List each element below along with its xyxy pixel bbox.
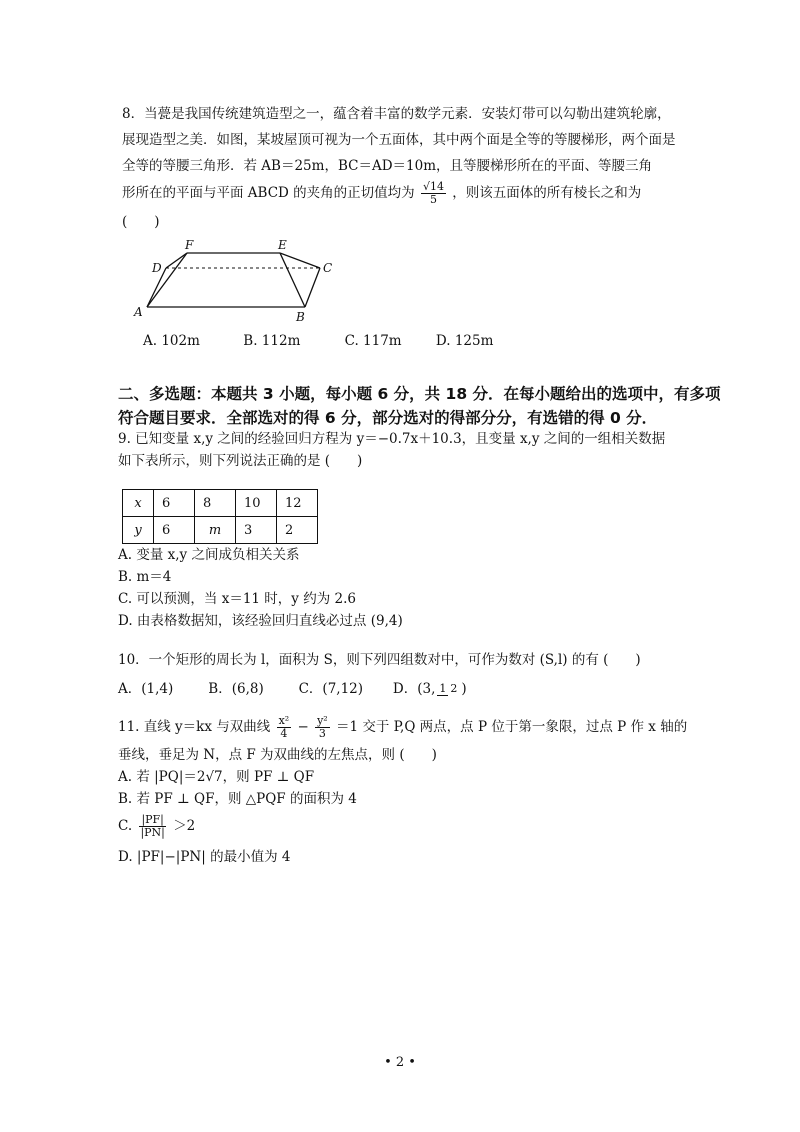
q8-option-b: B. 112m — [243, 333, 301, 349]
q11-option-d: D. |PF|−|PN| 的最小值为 4 — [118, 849, 291, 865]
table-cell: y — [123, 517, 154, 544]
page-number: • 2 • — [384, 1055, 416, 1070]
q10-option-b: B．(6,8) — [208, 681, 264, 697]
q9-option-a: A. 变量 x,y 之间成负相关关系 — [118, 547, 300, 563]
q11-option-c-numerator: |PF| — [141, 813, 164, 826]
q11-fraction-x — [277, 715, 292, 740]
label-A: A — [134, 305, 143, 319]
table-row — [123, 517, 318, 544]
q8-option-c: C. 117m — [344, 333, 402, 349]
q10-option-d — [393, 679, 467, 699]
table-cell: 8 — [195, 490, 236, 517]
q9-line-1: 9. 已知变量 x,y 之间的经验回归方程为 y＝−0.7x＋10.3，且变量 x,y 之间的一组相关数据 — [118, 431, 666, 447]
table-cell: x — [123, 490, 154, 517]
q10-option-a: A．(1,4) — [118, 681, 174, 697]
label-C: C — [323, 261, 333, 275]
section-2-heading-line-1: 二、多选题：本题共 3 小题，每小题 6 分，共 18 分．在每小题给出的选项中，有多项 — [118, 385, 721, 403]
q11-fraction-x-numerator: x² — [278, 714, 290, 727]
q8-option-a: A. 102m — [143, 333, 200, 349]
q11-fraction-x-denominator: 4 — [280, 727, 288, 740]
q11-line-1 — [118, 715, 687, 740]
q11-option-c-fraction — [138, 814, 166, 839]
q11-line-1-text-a: 11. 直线 y＝kx 与双曲线 — [118, 719, 271, 735]
q11-fraction-y-denominator: 3 — [318, 727, 326, 740]
q11-option-c-denominator: |PN| — [140, 826, 165, 839]
q9-option-b: B. m＝4 — [118, 569, 172, 585]
q8-line-2: 展现造型之美．如图，某坡屋顶可视为一个五面体，其中两个面是全等的等腰梯形，两个面是 — [122, 132, 676, 148]
q10-fraction-denominator: 2 — [450, 682, 458, 695]
q11-option-b: B. 若 PF ⊥ QF，则 △PQF 的面积为 4 — [118, 791, 357, 807]
q11-fraction-y-numerator: y² — [317, 714, 328, 727]
q10-options — [118, 679, 467, 699]
q10-fraction-numerator: 1 — [439, 682, 447, 695]
q8-line-3: 全等的等腰三角形．若 AB＝25m，BC＝AD＝10m，且等腰梯形所在的平面、等腰三角 — [122, 158, 652, 174]
q10-option-d-fraction — [437, 683, 459, 696]
q11-fraction-y — [315, 715, 330, 740]
table-cell: 6 — [154, 517, 195, 544]
q11-option-c — [118, 814, 195, 839]
label-E: E — [278, 238, 287, 252]
q11-minus-sign: − — [297, 719, 309, 735]
q9-line-2: 如下表所示，则下列说法正确的是 ( ) — [118, 453, 363, 469]
table-cell: 6 — [154, 490, 195, 517]
q8-pentahedron-figure — [130, 236, 350, 324]
q8-answer-paren: ( ) — [122, 214, 160, 230]
q8-options — [143, 331, 493, 351]
q8-fraction-denominator: 5 — [429, 193, 437, 206]
q10-option-c: C．(7,12) — [298, 681, 364, 697]
table-cell: 3 — [236, 517, 277, 544]
q8-line-1: 8．当甍是我国传统建筑造型之一，蕴含着丰富的数学元素．安装灯带可以勾勒出建筑轮廓， — [122, 106, 671, 122]
q8-line-4-text-a: 形所在的平面与平面 ABCD 的夹角的正切值均为 — [122, 185, 415, 201]
q8-fraction-numerator: √14 — [422, 180, 444, 193]
table-cell: 2 — [277, 517, 318, 544]
section-2-heading-line-2: 符合题目要求．全部选对的得 6 分，部分选对的得部分分，有选错的得 0 分． — [118, 409, 658, 427]
q10-option-d-text-a: D．(3, — [392, 681, 436, 697]
table-row — [123, 490, 318, 517]
q11-option-c-tail: ＞2 — [173, 818, 196, 834]
label-F: F — [185, 238, 194, 252]
label-D: D — [152, 261, 162, 275]
q11-line-1-text-b: ＝1 交于 P,Q 两点，点 P 位于第一象限，过点 P 作 x 轴的 — [336, 719, 688, 735]
q8-line-4 — [122, 181, 641, 206]
label-B: B — [296, 310, 305, 324]
q10-stem: 10．一个矩形的周长为 l，面积为 S，则下列四组数对中，可作为数对 (S,l) 的有 ( ) — [118, 652, 641, 668]
q11-line-2: 垂线，垂足为 N，点 F 为双曲线的左焦点，则 ( ) — [118, 747, 437, 763]
q8-option-d: D. 125m — [435, 333, 494, 349]
table-cell: 12 — [277, 490, 318, 517]
q10-option-d-text-b: ) — [461, 681, 467, 697]
table-cell: 10 — [236, 490, 277, 517]
edge-BC — [305, 268, 320, 307]
q11-option-a: A. 若 |PQ|＝2√7，则 PF ⊥ QF — [118, 769, 315, 785]
edge-FD — [166, 253, 187, 268]
q8-tangent-fraction — [421, 181, 446, 206]
table-cell: m — [195, 517, 236, 544]
q9-option-d: D. 由表格数据知，该经验回归直线必过点 (9,4) — [118, 613, 403, 629]
q11-option-c-label: C. — [118, 818, 133, 834]
q8-line-4-text-b: ，则该五面体的所有棱长之和为 — [452, 185, 642, 201]
q9-option-c: C. 可以预测，当 x＝11 时，y 约为 2.6 — [118, 591, 356, 607]
q9-data-table — [122, 489, 318, 544]
